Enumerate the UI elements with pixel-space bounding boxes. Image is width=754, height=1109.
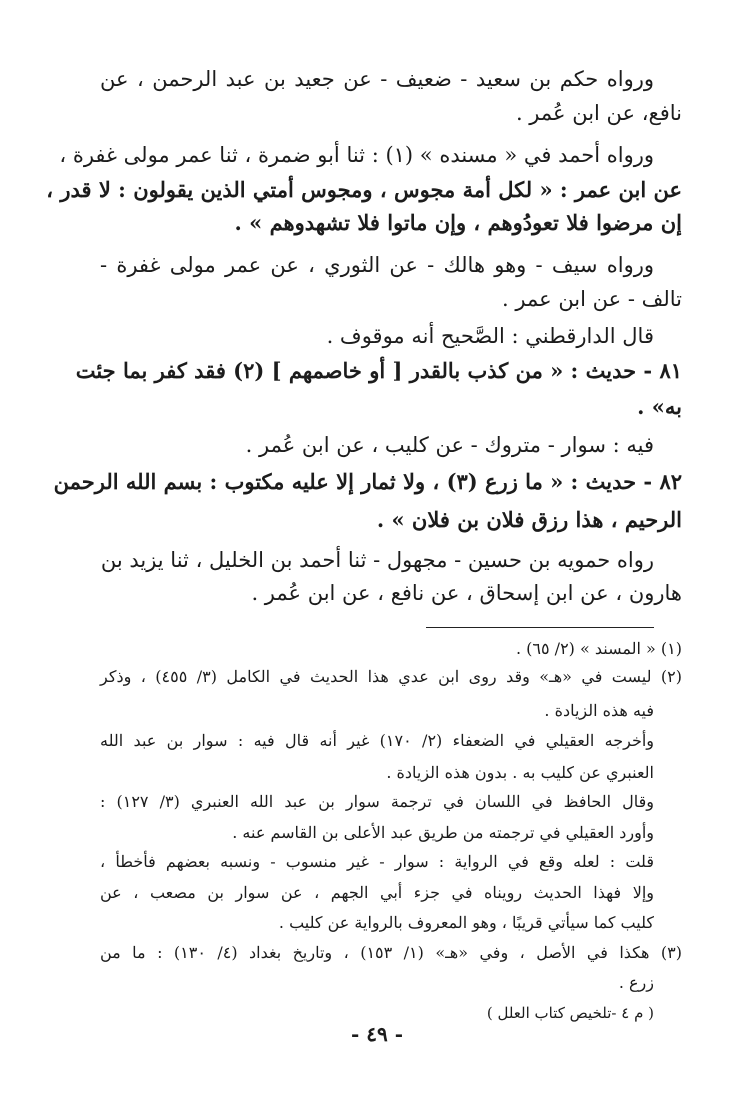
body-line: ورواه سيف - وهو هالك - عن الثوري ، عن عمر مولى غفرة - [100,253,654,277]
body-line: تالف - عن ابن عمر . [502,287,682,311]
hadith-text-line: إن مرضوا فلا تعودُوهم ، وإن ماتوا فلا تشهدوهم » . [234,210,682,235]
body-line: نافع، عن ابن عُمر . [515,101,682,125]
body-line: ورواه أحمد في « مسنده » (١) : ثنا أبو ضمرة ، ثنا عمر مولى غفرة ، [59,143,654,167]
footnote-line: فيه هذه الزيادة . [544,701,654,720]
body-line: ورواه حكم بن سعيد - ضعيف - عن جعيد بن عبد الرحمن ، عن [100,67,654,91]
footnote-line: وأورد العقيلي في ترجمته من طريق عبد الأعلى بن القاسم عنه . [232,823,654,842]
footnote-separator [426,627,654,628]
footnote-line: (٢) ليست في «هـ» وقد روى ابن عدي هذا الحديث في الكامل (٣/ ٤٥٥) ، وذكر [100,667,682,686]
footnote-line: زرع . [618,973,654,992]
chapter-reference: ( م ٤ -تلخيص كتاب العلل ) [486,1004,654,1022]
hadith-text-line: الرحيم ، هذا رزق فلان بن فلان » . [376,507,682,532]
hadith-text-line: عن ابن عمر : « لكل أمة مجوس ، ومجوس أمتي الذين يقولون : لا قدر ، [46,177,682,202]
hadith-text-line: به» . [637,394,682,419]
page-number: - ٤٩ - [350,1022,403,1046]
footnote-line: (١) « المسند » (٢/ ٦٥) . [515,639,682,658]
footnote-line: وأخرجه العقيلي في الضعفاء (٢/ ١٧٠) غير أنه قال فيه : سوار بن عبد الله [100,731,655,750]
body-line: هارون ، عن ابن إسحاق ، عن نافع ، عن ابن عُمر . [251,581,682,605]
body-line: فيه : سوار - متروك - عن كليب ، عن ابن عُمر . [245,433,654,457]
footnote-line: (٣) هكذا في الأصل ، وفي «هـ» (١/ ١٥٣) ، وتاريخ بغداد (٤/ ١٣٠) : ما من [100,943,682,962]
footnote-line: كليب كما سيأتي قريبًا ، وهو المعروف بالرواية عن كليب . [278,913,654,932]
footnote-line: العنبري عن كليب به . بدون هذه الزيادة . [386,763,654,782]
footnote-line: قلت : لعله وقع في الرواية : سوار - غير منسوب - ونسبه بعضهم فأخطأ ، [100,852,654,871]
hadith-heading-81: ٨١ - حديث : « من كذب بالقدر [ أو خاصمهم ] (٢) فقد كفر بما جئت [75,358,682,383]
body-line: قال الدارقطني : الصَّحيح أنه موقوف . [326,324,654,348]
hadith-heading-82: ٨٢ - حديث : « ما زرع (٣) ، ولا ثمار إلا عليه مكتوب : بسم الله الرحمن [53,469,682,494]
body-line: رواه حمويه بن حسين - مجهول - ثنا أحمد بن الخليل ، ثنا يزيد بن [100,548,654,572]
footnote-line: وإلا فهذا الحديث رويناه في جزء أبي الجهم ، عن سوار بن مصعب ، عن [100,883,654,902]
footnote-line: وقال الحافظ في اللسان في ترجمة سوار بن عبد الله العنبري (٣/ ١٢٧) : [100,792,655,811]
